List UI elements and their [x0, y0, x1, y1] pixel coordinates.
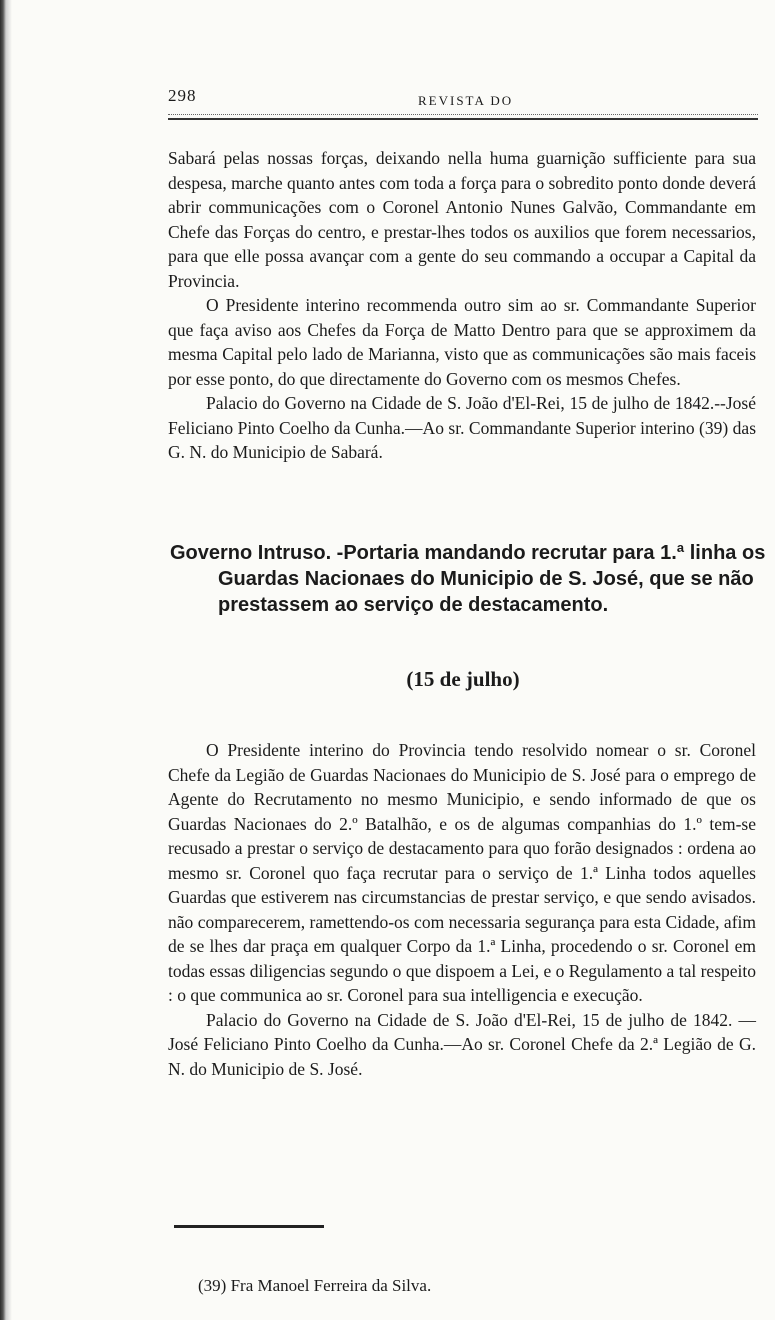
paragraph: O Presidente interino recommenda outro sim ao sr. Commandante Superior que faça aviso aos Chefes da Força de Matto Dentro para que se approximem da mesma Capital pelo lado de Marianna, visto que as communicações são mais faceis por esse ponto, do que directamente do Governo com os mesmos Chefes. [168, 295, 756, 389]
footnote-rule [174, 1225, 324, 1228]
portaria-text [168, 738, 756, 1081]
signature-paragraph: Palacio do Governo na Cidade de S. João d'El-Rei, 15 de julho de 1842. —José Feliciano Pinto Coelho da Cunha.—Ao sr. Coronel Chefe da 2.ª Legião de G. N. do Municipio de S. José. [168, 1009, 756, 1079]
continued-document-text [168, 146, 756, 465]
paragraph: O Presidente interino do Provincia tendo resolvido nomear o sr. Coronel Chefe da Legião de Guardas Nacionaes do Municipio de S. José para o emprego de Agente do Recrutamento no mesmo Municipio, e sendo informado de que os Guardas Nacionaes do 2.º Batalhão, e os de algumas companhias do 1.º tem-se recusado a prestar o serviço de destacamento para quo forão designados : ordena ao mesmo sr. Coronel quo faça recrutar para o serviço de 1.ª Linha todos aquelles Guardas que estiverem nas circumstancias de prestar serviço, e que sendo avisados. não comparecerem, ramettendo-os com necessaria segurança para esta Cidade, afim de se lhes dar praça em qualquer Corpo da 1.ª Linha, procedendo o sr. Coronel em todas essas diligencias segundo o que dispoem a Lei, e o Regulamento a tal respeito : o que communica ao sr. Coronel para sua intelligencia e execução. [168, 740, 756, 1005]
document-date: (15 de julho) [406, 667, 520, 691]
paragraph: Sabará pelas nossas forças, deixando nella huma guarnição sufficiente para sua despesa, marche quanto antes com toda a força para o sobredito ponto donde deverá abrir communicações com o Coronel Antonio Nunes Galvão, Commandante em Chefe das Forças do centro, e prestar-lhes todos os auxilios que forem necessarios, para que elle possa avançar com a gente do seu commando a occupar a Capital da Provincia. [168, 148, 756, 291]
page-binding-edge [0, 0, 12, 1320]
header-rule [168, 114, 758, 120]
signature-paragraph: Palacio do Governo na Cidade de S. João d'El-Rei, 15 de julho de 1842.--José Feliciano Pinto Coelho da Cunha.—Ao sr. Commandante Superior interino (39) das G. N. do Municipio de Sabará. [168, 393, 756, 462]
running-head: REVISTA DO [418, 93, 514, 108]
page-header [168, 80, 758, 116]
footnote: (39) Fra Manoel Ferreira da Silva. [198, 1276, 432, 1295]
document-title: Governo Intruso. -Portaria mandando recrutar para 1.ª linha os Guardas Nacionaes do Municipio de S. José, que se não prestassem ao serviço de destacamento. [170, 542, 766, 616]
book-page [168, 80, 766, 1310]
page-number: 298 [168, 86, 197, 105]
